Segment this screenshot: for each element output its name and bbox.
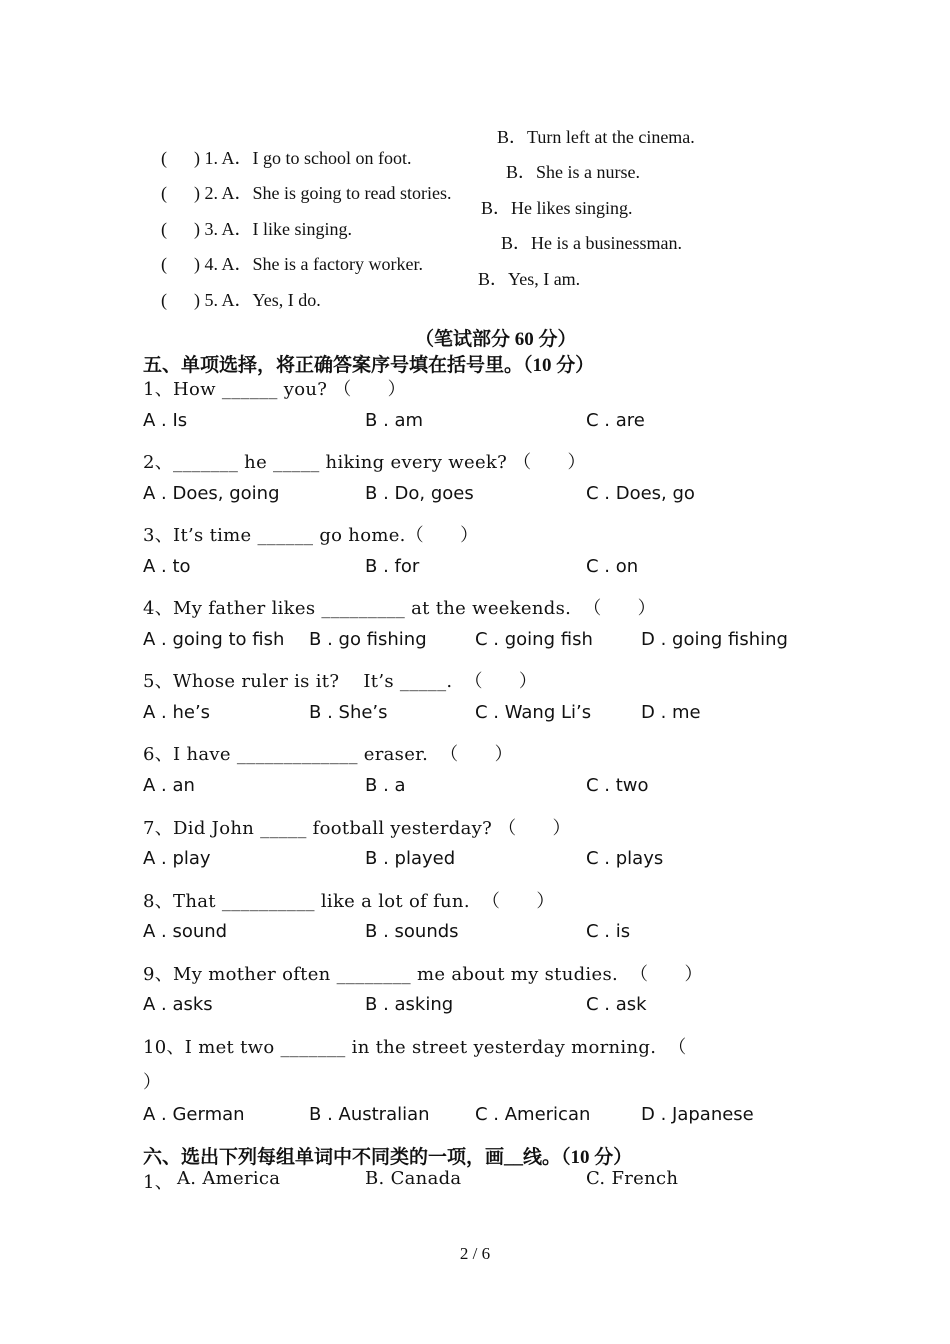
answer-blank[interactable]: ( ) <box>161 219 200 239</box>
option: B . Do, goes <box>365 483 474 504</box>
option-a: A．I like singing. <box>221 219 353 239</box>
word-option: B. Canada <box>365 1168 462 1189</box>
item-number: 5. <box>204 290 218 310</box>
word-option: C. French <box>586 1168 679 1189</box>
item-number: 3. <box>204 219 218 239</box>
group-1-number: 1、 <box>143 1172 174 1193</box>
question-10-continued: ） <box>143 1072 162 1093</box>
option: D . going fishing <box>641 629 788 650</box>
option: A . an <box>143 775 195 796</box>
option: A . German <box>143 1104 245 1125</box>
option-a: A．I go to school on foot. <box>221 148 412 168</box>
option: A . Does, going <box>143 483 280 504</box>
question-5: 5、Whose ruler is it? It’s _____. （ ） <box>143 671 538 692</box>
option: C . plays <box>586 848 664 869</box>
question-2: 2、_______ he _____ hiking every week? （ ） <box>143 452 586 473</box>
question-10: 10、I met two _______ in the street yesterday morning. （ <box>143 1037 687 1058</box>
option-b: B．He is a businessman. <box>501 233 682 253</box>
option: B . a <box>365 775 406 796</box>
option: D . me <box>641 702 701 723</box>
option: B . played <box>365 848 456 869</box>
option: B . Australian <box>309 1104 430 1125</box>
answer-blank[interactable]: ( ) <box>161 148 200 168</box>
option-a: A．She is going to read stories. <box>221 183 452 203</box>
option: B . sounds <box>365 921 459 942</box>
answer-blank[interactable]: ( ) <box>161 290 200 310</box>
option: C . are <box>586 410 645 431</box>
item-number: 1. <box>204 148 218 168</box>
section-6-title: 六、选出下列每组单词中不同类的一项，画__线。（10 分） <box>143 1147 633 1168</box>
option: C . is <box>586 921 631 942</box>
answer-blank[interactable]: ( ) <box>161 183 200 203</box>
option: A . Is <box>143 410 188 431</box>
item-number: 4. <box>204 254 218 274</box>
option: B . asking <box>365 994 454 1015</box>
section-5-title: 五、单项选择，将正确答案序号填在括号里。（10 分） <box>143 355 595 376</box>
option: C . two <box>586 775 649 796</box>
option: C . ask <box>586 994 647 1015</box>
option: A . play <box>143 848 211 869</box>
question-7: 7、Did John _____ football yesterday? （ ） <box>143 818 571 839</box>
option: A . asks <box>143 994 213 1015</box>
question-3: 3、It’s time ______ go home.（ ） <box>143 525 479 546</box>
option: C . Wang Li’s <box>475 702 592 723</box>
option: C . going fish <box>475 629 593 650</box>
option: A . he’s <box>143 702 211 723</box>
option: B . She’s <box>309 702 388 723</box>
option: B . go fishing <box>309 629 427 650</box>
option-b: B．Turn left at the cinema. <box>497 127 695 147</box>
question-4: 4、My father likes _________ at the weekends. （ ） <box>143 598 656 619</box>
question-1: 1、How ______ you? （ ） <box>143 379 406 400</box>
word-option: A. America <box>177 1168 281 1189</box>
option: D . Japanese <box>641 1104 754 1125</box>
option: C . Does, go <box>586 483 695 504</box>
option: A . to <box>143 556 191 577</box>
item-number: 2. <box>204 183 218 203</box>
option-b: B．She is a nurse. <box>506 162 640 182</box>
answer-blank[interactable]: ( ) <box>161 254 200 274</box>
option: C . on <box>586 556 639 577</box>
option-b: B．Yes, I am. <box>478 269 581 289</box>
question-9: 9、My mother often ________ me about my studies. （ ） <box>143 964 703 985</box>
option: B . am <box>365 410 424 431</box>
option-a: A．She is a factory worker. <box>221 254 423 274</box>
written-part-title: （笔试部分 60 分） <box>415 329 577 350</box>
option: C . American <box>475 1104 591 1125</box>
question-8: 8、That __________ like a lot of fun. （ ） <box>143 891 555 912</box>
option: A . going to fish <box>143 629 285 650</box>
page-number: 2 / 6 <box>459 1244 491 1263</box>
option-a: A．Yes, I do. <box>221 290 321 310</box>
question-6: 6、I have _____________ eraser. （ ） <box>143 744 513 765</box>
option-b: B．He likes singing. <box>481 198 633 218</box>
listening-item <box>143 265 321 333</box>
option: B . for <box>365 556 420 577</box>
option: A . sound <box>143 921 228 942</box>
